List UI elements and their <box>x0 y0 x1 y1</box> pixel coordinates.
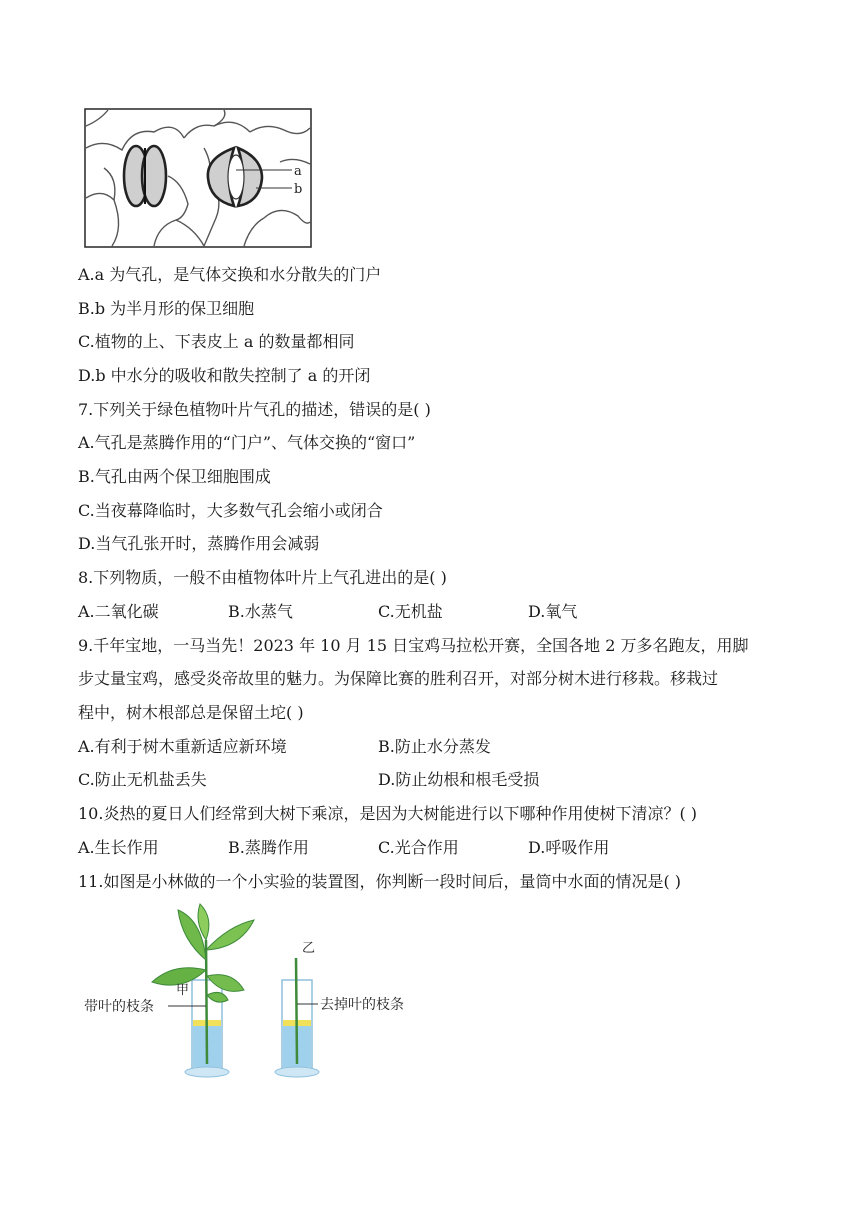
q9-option-a: A.有利于树木重新适应新环境 <box>78 737 287 756</box>
q8-option-d: D.氧气 <box>528 602 578 621</box>
q10-option-d: D.呼吸作用 <box>528 838 610 857</box>
stomata-figure <box>84 108 314 250</box>
q9-line-3: 程中，树木根部总是保留土坨( ) <box>78 703 304 722</box>
q9-line-2: 步丈量宝鸡，感受炎帝故里的魅力。为保障比赛的胜利召开，对部分树木进行移栽。移栽过 <box>78 669 719 688</box>
cylinder-jia-icon <box>152 904 254 1077</box>
experiment-figure <box>82 900 442 1080</box>
q9-option-c: C.防止无机盐丢失 <box>78 770 207 789</box>
q10-option-b: B.蒸腾作用 <box>228 838 309 857</box>
q7-option-a: A.气孔是蒸腾作用的“门户”、气体交换的“窗口” <box>78 433 416 452</box>
q8-stem: 8.下列物质，一般不由植物体叶片上气孔进出的是( ) <box>78 568 447 587</box>
label-yi: 乙 <box>302 941 316 956</box>
q9-line-1: 9.千年宝地，一马当先！2023 年 10 月 15 日宝鸡马拉松开赛，全国各地 2 万多名跑友，用脚 <box>78 636 749 655</box>
cylinder-yi-icon <box>275 958 319 1077</box>
q11-stem: 11.如图是小林做的一个小实验的装置图，你判断一段时间后，量筒中水面的情况是( ) <box>78 872 682 891</box>
q10-option-a: A.生长作用 <box>78 838 159 857</box>
q7-option-b: B.气孔由两个保卫细胞围成 <box>78 467 271 486</box>
q7-option-c: C.当夜幕降临时，大多数气孔会缩小或闭合 <box>78 501 383 520</box>
q6-option-a: A.a 为气孔，是气体交换和水分散失的门户 <box>78 265 382 284</box>
q10-stem: 10.炎热的夏日人们经常到大树下乘凉，是因为大树能进行以下哪种作用使树下清凉？( ) <box>78 804 698 823</box>
q8-option-a: A.二氧化碳 <box>78 602 159 621</box>
label-a: a <box>294 164 302 179</box>
q8-option-b: B.水蒸气 <box>228 602 293 621</box>
q7-stem: 7.下列关于绿色植物叶片气孔的描述，错误的是( ) <box>78 400 431 419</box>
q6-option-d: D.b 中水分的吸收和散失控制了 a 的开闭 <box>78 366 371 385</box>
q6-option-b: B.b 为半月形的保卫细胞 <box>78 299 255 318</box>
label-b: b <box>294 182 303 197</box>
q9-option-d: D.防止幼根和根毛受损 <box>378 770 540 789</box>
q8-option-c: C.无机盐 <box>378 602 443 621</box>
q7-option-d: D.当气孔张开时，蒸腾作用会减弱 <box>78 534 320 553</box>
label-without-leaves: 去掉叶的枝条 <box>320 997 404 1013</box>
label-with-leaves: 带叶的枝条 <box>84 999 154 1015</box>
q6-option-c: C.植物的上、下表皮上 a 的数量都相同 <box>78 332 355 351</box>
q9-option-b: B.防止水分蒸发 <box>378 737 491 756</box>
label-jia: 甲 <box>176 983 190 998</box>
q10-option-c: C.光合作用 <box>378 838 459 857</box>
